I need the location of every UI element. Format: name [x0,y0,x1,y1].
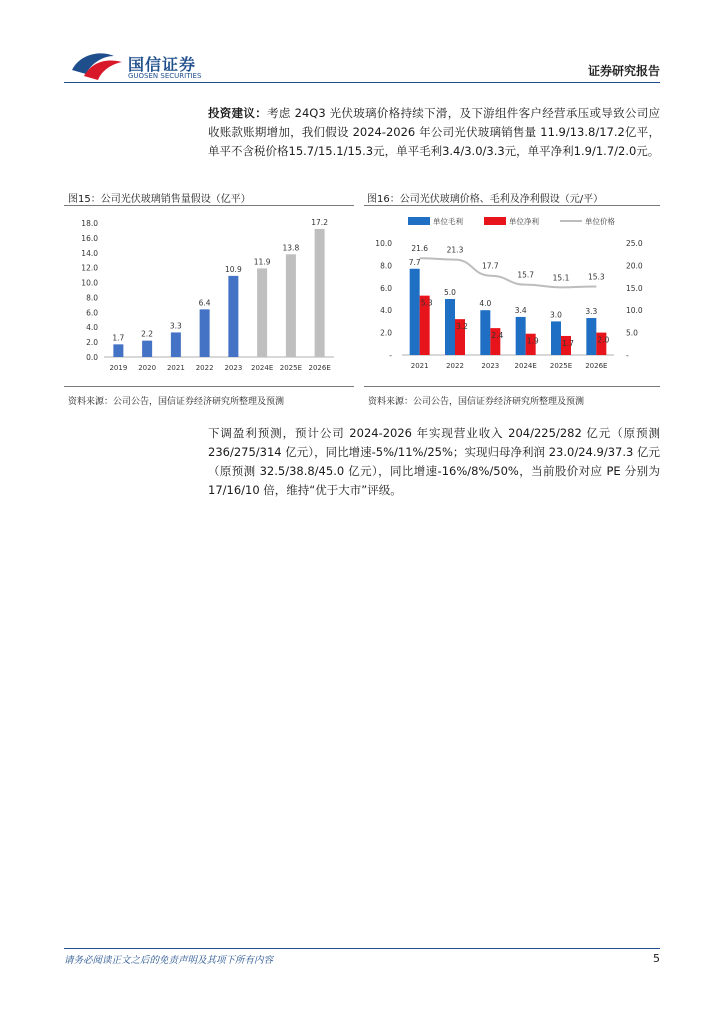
price-label: 15.7 [517,270,535,280]
gross-profit-label: 3.4 [514,305,527,315]
x-tick-label: 2021 [410,362,429,370]
investment-advice-text: 考虑 24Q3 光伏玻璃价格持续下滑，及下游组件客户经营承压或导致公司应收账款账期增加，我们假设 2024-2026 年公司光伏玻璃销售量 11.9/13.8/17.2亿平，单平不含税价格15.7/15.1/15.3元，单平毛利3.4/3.0/3.3元，单平净利1.9/1.7/2.0元。 [208,106,661,158]
gross-profit-label: 7.7 [408,257,421,267]
bar-2026E [315,229,325,357]
net-profit-label: 2.0 [597,335,610,345]
y-right-tick-label: - [626,351,629,360]
figure16-bottom-rule [364,386,660,387]
x-tick-label: 2022 [195,364,214,372]
brand-name-cn: 国信证券 [128,55,197,74]
investment-advice-label: 投资建议： [208,106,268,120]
net-profit-label: 3.2 [456,322,468,332]
bar-2019 [113,344,123,357]
bar-gross-profit-2025E [551,321,561,355]
footer-divider [64,948,660,949]
gross-profit-label: 3.3 [585,307,598,317]
price-label: 21.6 [411,244,429,254]
y-tick-label: 8.0 [86,293,98,303]
x-tick-label: 2019 [109,364,128,372]
price-label: 21.3 [446,245,464,255]
bar-2023 [228,276,238,357]
y-tick-label: 2.0 [86,338,98,348]
header-divider [64,82,660,83]
x-tick-label: 2026E [308,364,331,372]
price-label: 17.7 [481,261,499,271]
data-label: 11.9 [253,257,271,267]
bar-2020 [142,341,152,357]
y-left-tick-label: 6.0 [380,283,392,293]
figure16-title: 图16：公司光伏玻璃价格、毛利及净利假设（元/平） [367,194,604,205]
data-label: 13.8 [282,243,300,253]
bar-gross-profit-2021 [410,269,420,355]
guosen-logo-icon [70,50,126,82]
x-tick-label: 2022 [446,362,464,370]
sales-volume-chart [64,207,354,383]
price-profit-chart [364,207,660,383]
figure15-title: 图15：公司光伏玻璃销售量假设（亿平） [68,194,251,205]
brand-name-en: GUOSEN SECURITIES [128,72,202,80]
y-tick-label: 16.0 [81,233,98,243]
bar-2022 [200,309,210,357]
bar-2025E [286,254,296,357]
bar-gross-profit-2022 [445,299,455,355]
disclaimer-link[interactable]: 请务必阅读正文之后的免责声明及其项下所有内容 [64,955,274,966]
y-tick-label: 10.0 [81,278,98,288]
price-label: 15.1 [552,273,570,283]
x-tick-label: 2023 [481,362,500,370]
x-tick-label: 2021 [166,364,185,372]
x-tick-label: 2026E [585,362,608,370]
y-right-tick-label: 10.0 [626,306,643,316]
data-label: 3.3 [169,321,182,331]
legend-swatch [484,217,506,225]
bar-2024E [257,268,267,357]
y-tick-label: 0.0 [86,353,98,362]
x-tick-label: 2024E [514,362,537,370]
y-left-tick-label: 4.0 [380,306,392,316]
y-left-tick-label: 8.0 [380,261,392,271]
figure16-top-rule [364,205,660,206]
data-label: 10.9 [225,264,242,274]
y-tick-label: 14.0 [81,248,98,258]
bar-gross-profit-2024E [516,317,526,355]
y-left-tick-label: - [389,351,392,360]
price-series-line [420,258,597,287]
page-number: 5 [653,952,660,965]
report-type: 证券研究报告 [587,64,660,78]
data-label: 17.2 [311,217,328,227]
y-left-tick-label: 10.0 [375,239,392,248]
bar-2021 [171,332,181,357]
y-tick-label: 18.0 [81,219,98,228]
y-tick-label: 4.0 [86,323,98,333]
gross-profit-label: 3.0 [550,310,562,320]
net-profit-label: 1.7 [562,338,574,348]
data-label: 1.7 [112,333,125,343]
legend-label: 单位净利 [509,217,539,226]
y-right-tick-label: 5.0 [626,328,638,338]
bar-gross-profit-2023 [480,310,490,355]
figure16-source: 资料来源：公司公告，国信证券经济研究所整理及预测 [368,397,585,407]
y-right-tick-label: 15.0 [626,283,643,293]
net-profit-label: 5.3 [420,298,433,308]
data-label: 2.2 [141,329,154,339]
net-profit-label: 2.4 [491,331,504,341]
x-tick-label: 2023 [224,364,243,372]
x-tick-label: 2020 [138,364,157,372]
figure15-source: 资料来源：公司公告，国信证券经济研究所整理及预测 [68,397,285,407]
price-label: 15.3 [587,272,605,282]
legend-swatch [408,217,430,225]
y-tick-label: 6.0 [86,308,98,318]
figure15-bottom-rule [64,386,354,387]
gross-profit-label: 5.0 [444,288,456,297]
legend-label: 单位价格 [585,217,615,226]
data-label: 6.4 [198,298,211,308]
figure15-top-rule [64,205,354,206]
legend-label: 单位毛利 [433,217,463,226]
y-tick-label: 12.0 [81,263,98,273]
earnings-forecast-paragraph: 下调盈利预测，预计公司 2024-2026 年实现营业收入 204/225/282 亿元（原预测236/275/314 亿元），同比增速-5%/11%/25%；实现归母净利润 23.0/24.9/37.3 亿元（原预测 32.5/38.8/45.0 亿元），同比增速-16%/8%/50%，当前股价对应 PE 分别为 17/16/10 倍，维持“优于大市”评级。 [208,426,660,497]
x-tick-label: 2025E [549,362,573,370]
gross-profit-label: 4.0 [479,299,492,309]
net-profit-label: 1.9 [526,336,539,346]
x-tick-label: 2025E [279,364,302,372]
investment-advice-paragraph [208,104,660,161]
y-right-tick-label: 20.0 [626,261,643,271]
y-right-tick-label: 25.0 [626,239,643,248]
y-left-tick-label: 2.0 [380,328,392,338]
bar-gross-profit-2026E [586,318,596,355]
x-tick-label: 2024E [251,364,274,372]
